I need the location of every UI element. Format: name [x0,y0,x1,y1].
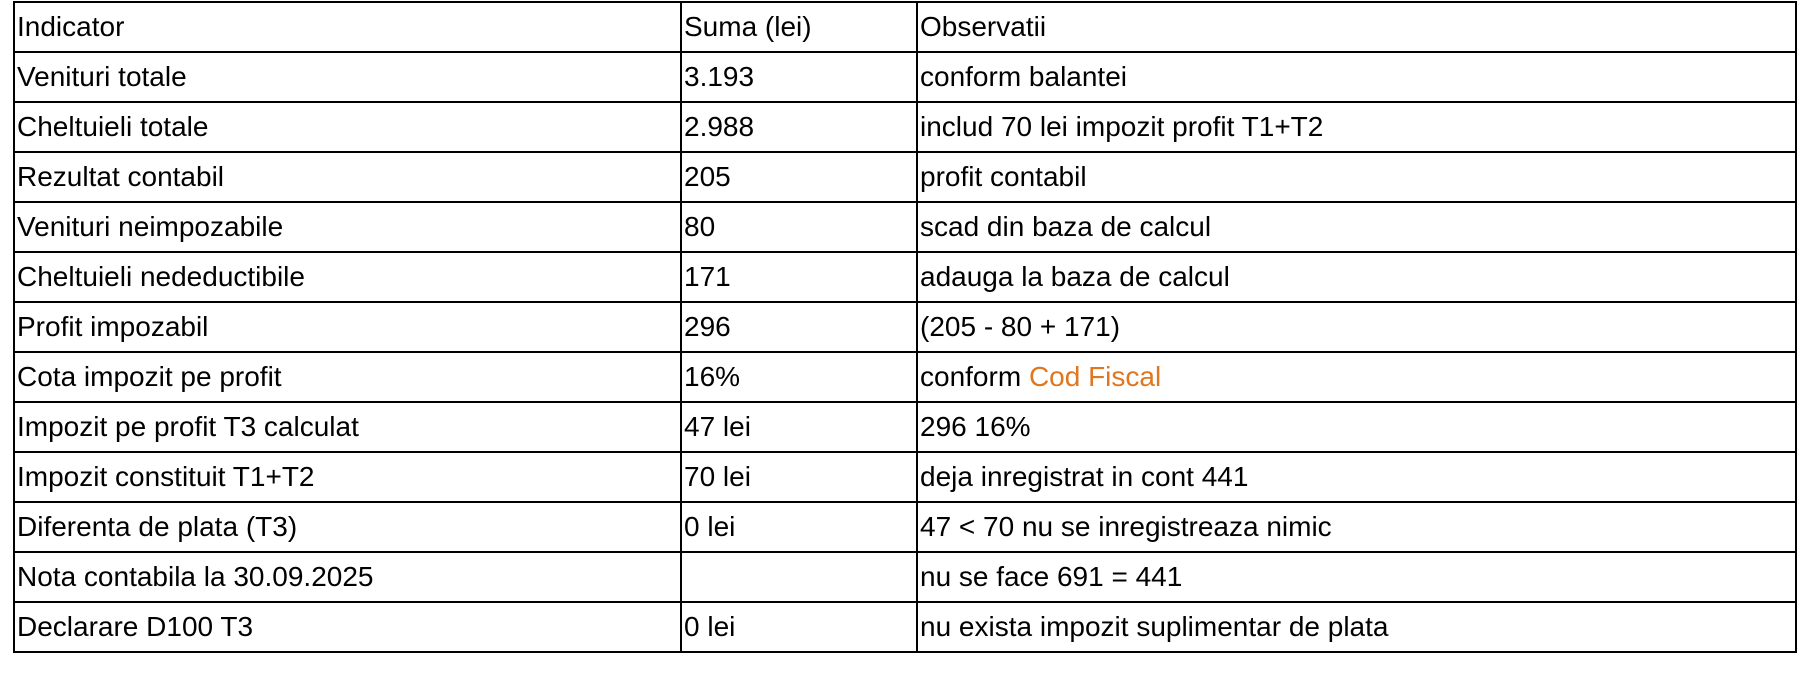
table-header-row [14,2,1796,52]
cell-observatii: nu exista impozit suplimentar de plata [917,602,1796,652]
cell-indicator: Cheltuieli totale [14,102,681,152]
table-row [14,452,1796,502]
header-observatii: Observatii [917,2,1796,52]
cod-fiscal-link[interactable]: Cod Fiscal [1028,361,1162,392]
cell-observatii: (205 - 80 + 171) [917,302,1796,352]
cell-indicator: Diferenta de plata (T3) [14,502,681,552]
table-row [14,102,1796,152]
cell-indicator: Impozit constituit T1+T2 [14,452,681,502]
cell-suma: 205 [681,152,917,202]
cell-suma: 80 [681,202,917,252]
cell-suma: 296 [681,302,917,352]
cell-suma: 16% [681,352,917,402]
cell-observatii: includ 70 lei impozit profit T1+T2 [917,102,1796,152]
cell-indicator: Venituri neimpozabile [14,202,681,252]
table-row [14,352,1796,402]
cell-suma: 171 [681,252,917,302]
cell-observatii: nu se face 691 = 441 [917,552,1796,602]
cell-suma: 3.193 [681,52,917,102]
cell-indicator: Cheltuieli nedeductibile [14,252,681,302]
cell-indicator: Impozit pe profit T3 calculat [14,402,681,452]
table-row [14,602,1796,652]
cell-observatii: profit contabil [917,152,1796,202]
table-row [14,402,1796,452]
cell-indicator: Profit impozabil [14,302,681,352]
cell-indicator: Declarare D100 T3 [14,602,681,652]
header-suma: Suma (lei) [681,2,917,52]
cell-observatii: 296 16% [917,402,1796,452]
cell-suma [681,552,917,602]
tax-summary-table [13,1,1797,653]
table-row [14,302,1796,352]
table-row [14,252,1796,302]
tax-summary-table-wrapper [13,1,1797,653]
table-row [14,502,1796,552]
cell-observatii [917,352,1796,402]
cell-observatii: adauga la baza de calcul [917,252,1796,302]
cell-suma: 70 lei [681,452,917,502]
cell-indicator: Nota contabila la 30.09.2025 [14,552,681,602]
obs-prefix-text: conform [920,361,1029,392]
cell-indicator: Venituri totale [14,52,681,102]
cell-indicator: Cota impozit pe profit [14,352,681,402]
header-indicator: Indicator [14,2,681,52]
table-row [14,552,1796,602]
cell-observatii: scad din baza de calcul [917,202,1796,252]
cell-suma: 0 lei [681,502,917,552]
cell-observatii: conform balantei [917,52,1796,102]
cell-observatii: 47 < 70 nu se inregistreaza nimic [917,502,1796,552]
cell-indicator: Rezultat contabil [14,152,681,202]
table-row [14,152,1796,202]
cell-suma: 2.988 [681,102,917,152]
cell-suma: 0 lei [681,602,917,652]
cell-observatii: deja inregistrat in cont 441 [917,452,1796,502]
table-row [14,52,1796,102]
table-row [14,202,1796,252]
cell-suma: 47 lei [681,402,917,452]
